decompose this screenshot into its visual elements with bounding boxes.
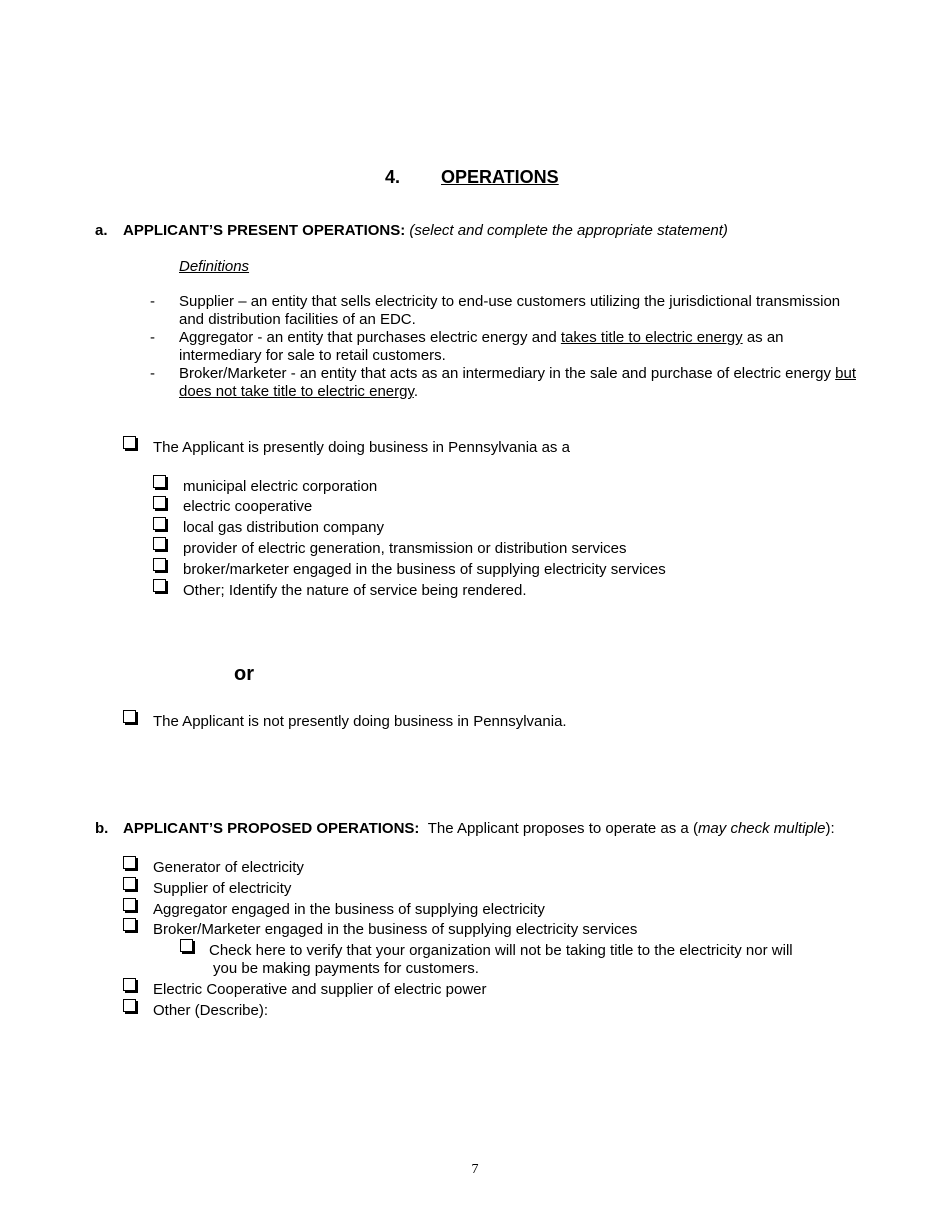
doing-business-checkbox[interactable] — [123, 436, 136, 449]
broker-marketer-checkbox[interactable] — [153, 558, 166, 571]
doing-business-label: The Applicant is presently doing business in Pennsylvania as a — [153, 439, 570, 456]
or-label: or — [234, 663, 254, 685]
other-service-label: Other; Identify the nature of service being rendered. — [183, 582, 527, 599]
aggregator-label: Aggregator engaged in the business of supplying electricity — [153, 901, 545, 918]
part-a-heading: APPLICANT’S PRESENT OPERATIONS: — [123, 222, 406, 239]
definition-text: Aggregator - an entity that purchases electric energy and — [179, 329, 561, 346]
electric-coop-supplier-label: Electric Cooperative and supplier of electric power — [153, 981, 487, 998]
other-describe-checkbox[interactable] — [123, 999, 136, 1012]
definitions-label: Definitions — [179, 258, 250, 275]
broker-marketer-proposed-checkbox[interactable] — [123, 918, 136, 931]
part-b-heading: APPLICANT’S PROPOSED OPERATIONS: — [123, 820, 420, 837]
electric-coop-supplier-checkbox[interactable] — [123, 978, 136, 991]
not-doing-business-checkbox[interactable] — [123, 710, 136, 723]
definition-broker-line2 — [179, 383, 418, 401]
part-b-intro-italic: may check multiple — [697, 820, 826, 837]
generator-checkbox[interactable] — [123, 856, 136, 869]
local-gas-label: local gas distribution company — [183, 519, 384, 536]
supplier-checkbox[interactable] — [123, 877, 136, 890]
other-service-checkbox[interactable] — [153, 579, 166, 592]
definition-bullet: - — [150, 329, 155, 346]
definition-underlined: takes title to electric energy — [560, 329, 743, 346]
definition-text: . — [413, 383, 419, 400]
part-b-intro-end: ): — [825, 820, 835, 837]
definition-text: as an — [742, 329, 784, 346]
part-b-intro: The Applicant proposes to operate as a ( — [427, 820, 698, 837]
definition-aggregator-line1 — [179, 329, 784, 347]
electric-cooperative-checkbox[interactable] — [153, 496, 166, 509]
definition-underlined: does not take title to electric energy — [179, 383, 414, 400]
other-describe-label: Other (Describe): — [153, 1002, 269, 1019]
generator-label: Generator of electricity — [153, 859, 304, 876]
verify-title-line2: you be making payments for customers. — [213, 960, 479, 977]
page-number: 7 — [471, 1162, 479, 1177]
verify-title-line1: Check here to verify that your organization will not be taking title to the electricity nor will — [209, 942, 793, 959]
municipal-electric-checkbox[interactable] — [153, 475, 166, 488]
definition-text: Broker/Marketer - an entity that acts as an intermediary in the sale and purchase of electric energy — [179, 365, 836, 382]
definition-bullet: - — [150, 365, 155, 382]
provider-generation-label: provider of electric generation, transmission or distribution services — [183, 540, 627, 557]
not-doing-business-label: The Applicant is not presently doing business in Pennsylvania. — [153, 713, 567, 730]
local-gas-checkbox[interactable] — [153, 517, 166, 530]
electric-cooperative-label: electric cooperative — [183, 498, 313, 515]
part-a-instruction: (select and complete the appropriate statement) — [409, 222, 728, 239]
provider-generation-checkbox[interactable] — [153, 537, 166, 550]
broker-marketer-label: broker/marketer engaged in the business of supplying electricity services — [183, 561, 666, 578]
part-a-heading-line — [123, 222, 728, 240]
part-b-letter: b. — [95, 820, 109, 837]
definition-bullet: - — [150, 293, 155, 310]
broker-marketer-proposed-label: Broker/Marketer engaged in the business of supplying electricity services — [153, 921, 638, 938]
definition-broker-line1 — [179, 365, 856, 383]
verify-title-checkbox[interactable] — [180, 939, 193, 952]
section-number: 4. — [385, 167, 401, 187]
definition-aggregator-line2: intermediary for sale to retail customers. — [179, 347, 446, 364]
part-a-letter: a. — [95, 222, 108, 239]
supplier-label: Supplier of electricity — [153, 880, 292, 897]
definition-underlined: but — [835, 365, 857, 382]
section-title: OPERATIONS — [441, 167, 559, 187]
part-b-heading-line — [123, 820, 835, 838]
aggregator-checkbox[interactable] — [123, 898, 136, 911]
municipal-electric-label: municipal electric corporation — [183, 478, 378, 495]
definition-supplier-line2: and distribution facilities of an EDC. — [179, 311, 416, 328]
definition-supplier-line1: Supplier – an entity that sells electricity to end-use customers utilizing the jurisdictional transmission — [179, 293, 841, 310]
